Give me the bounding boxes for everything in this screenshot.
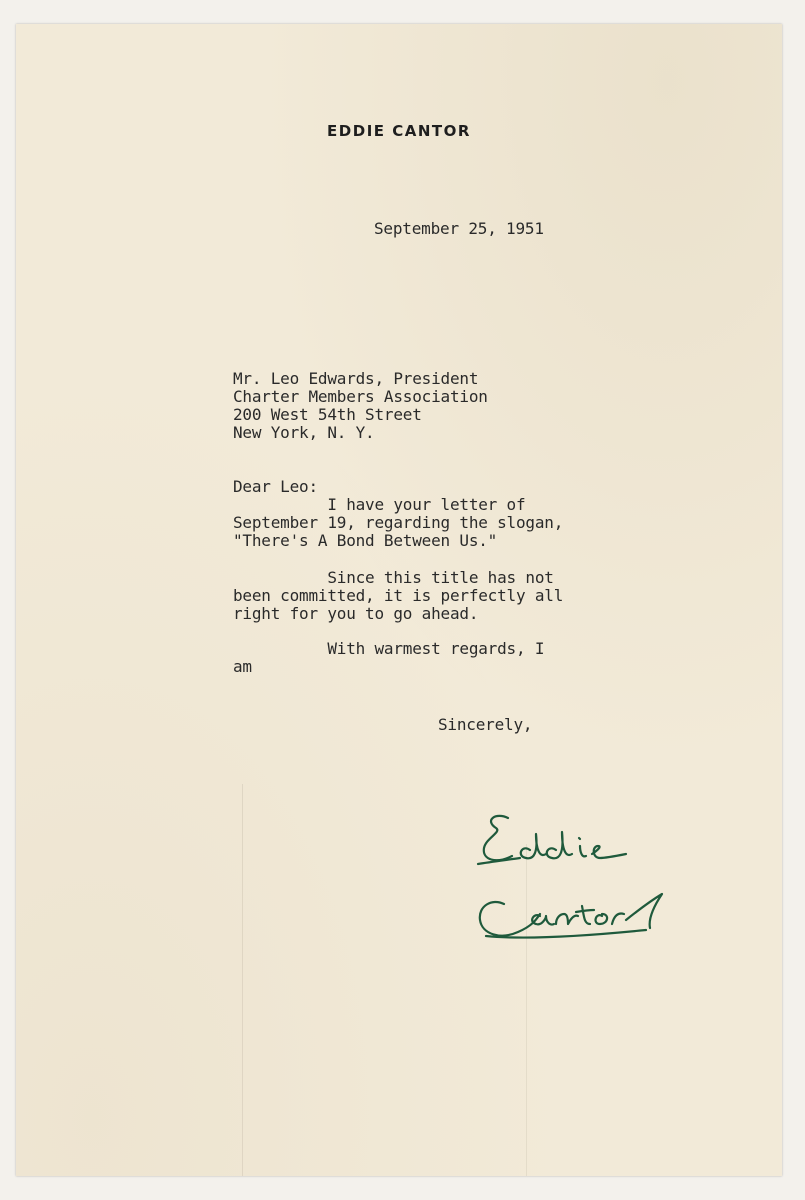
recipient-line: 200 West 54th Street (233, 405, 422, 424)
closing: Sincerely, (438, 715, 533, 734)
body-line: right for you to go ahead. (233, 604, 479, 623)
letter-date: September 25, 1951 (374, 219, 544, 238)
body-line: I have your letter of (233, 495, 526, 514)
body-line: "There's A Bond Between Us." (233, 531, 498, 550)
body-line: Since this title has not (233, 568, 554, 587)
body-line: am (233, 657, 252, 676)
paper-fold-line (242, 784, 243, 1176)
body-line: With warmest regards, I (233, 639, 545, 658)
body-line: been committed, it is perfectly all (233, 586, 564, 605)
body-line: September 19, regarding the slogan, (233, 513, 564, 532)
salutation: Dear Leo: (233, 477, 318, 496)
recipient-line: New York, N. Y. (233, 423, 375, 442)
recipient-line: Mr. Leo Edwards, President (233, 369, 479, 388)
letterhead: EDDIE CANTOR (327, 122, 471, 140)
handwritten-signature (456, 794, 686, 984)
recipient-line: Charter Members Association (233, 387, 488, 406)
letter-sheet (16, 24, 782, 1176)
